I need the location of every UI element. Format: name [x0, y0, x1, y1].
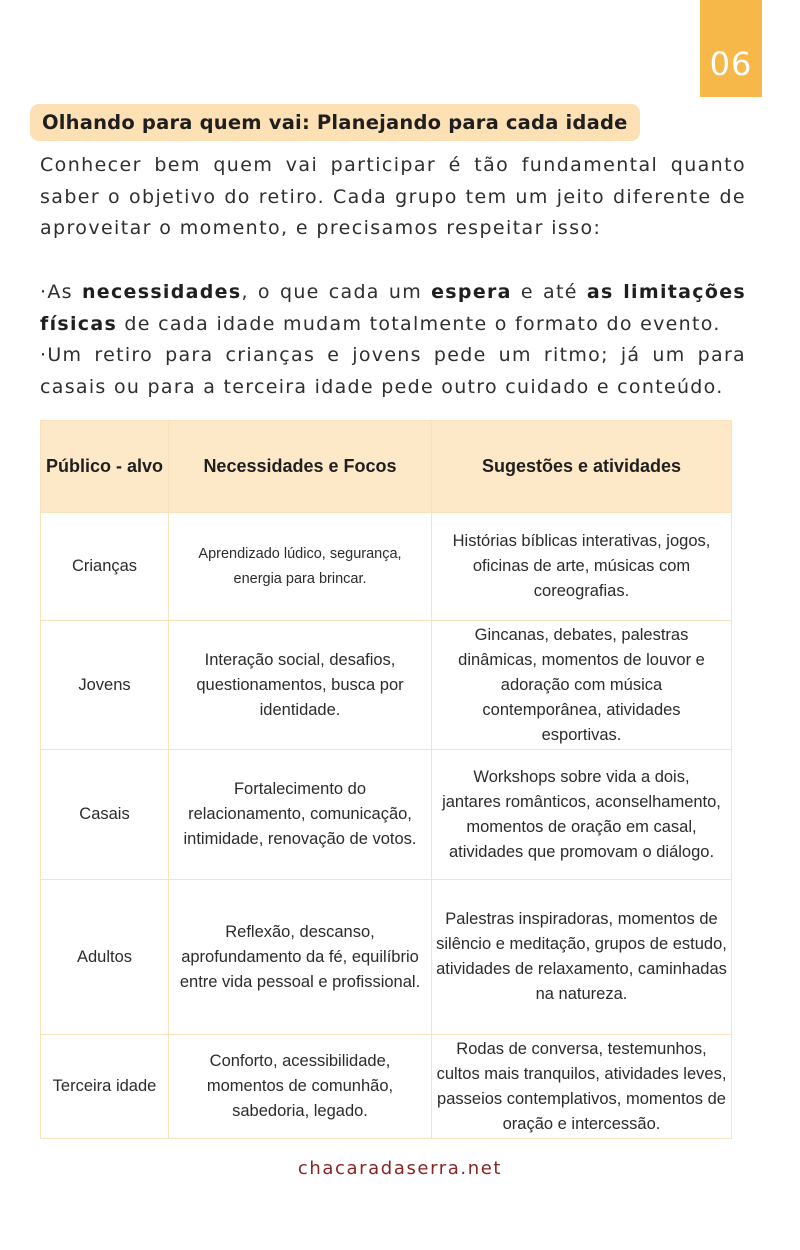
cell-suggestions: Palestras inspiradoras, momentos de silêncio e meditação, grupos de estudo, atividades de relaxamento, caminhadas na natureza.: [432, 880, 732, 1035]
cell-audience: Adultos: [41, 880, 169, 1035]
bullet-text: e até: [511, 281, 587, 303]
bold-limitations: as limitações físicas: [40, 281, 746, 335]
bullet-needs: [40, 277, 746, 340]
cell-needs: Interação social, desafios, questionamentos, busca por identidade.: [169, 621, 432, 750]
cell-suggestions: Gincanas, debates, palestras dinâmicas, momentos de louvor e adoração com música contemporânea, atividades esportivas.: [432, 621, 732, 750]
cell-needs: Aprendizado lúdico, segurança, energia para brincar.: [169, 513, 432, 621]
header-needs: Necessidades e Focos: [169, 421, 432, 513]
bold-needs: necessidades: [81, 281, 242, 303]
cell-suggestions: Histórias bíblicas interativas, jogos, oficinas de arte, músicas com coreografias.: [432, 513, 732, 621]
cell-needs: Fortalecimento do relacionamento, comunicação, intimidade, renovação de votos.: [169, 750, 432, 880]
table-row: [41, 750, 732, 880]
header-suggestions: Sugestões e atividades: [432, 421, 732, 513]
cell-suggestions: Rodas de conversa, testemunhos, cultos mais tranquilos, atividades leves, passeios contemplativos, momentos de oração e intercessão.: [432, 1035, 732, 1139]
cell-suggestions: Workshops sobre vida a dois, jantares românticos, aconselhamento, momentos de oração em casal, atividades que promovam o diálogo.: [432, 750, 732, 880]
cell-audience: Casais: [41, 750, 169, 880]
audience-table: [40, 420, 732, 1139]
table-row: [41, 1035, 732, 1139]
section-title: Olhando para quem vai: Planejando para cada idade: [30, 104, 640, 141]
table-row: [41, 621, 732, 750]
page-number-badge: 06: [700, 0, 762, 97]
cell-audience: Terceira idade: [41, 1035, 169, 1139]
bullet-text: ·As: [40, 281, 82, 303]
footer-website: chacaradaserra.net: [297, 1158, 503, 1179]
cell-audience: Crianças: [41, 513, 169, 621]
table-row: [41, 513, 732, 621]
bullet-text: , o que cada um: [241, 281, 432, 303]
cell-needs: Reflexão, descanso, aprofundamento da fé, equilíbrio entre vida pessoal e profissional.: [169, 880, 432, 1035]
cell-audience: Jovens: [41, 621, 169, 750]
bullet-text: de cada idade mudam totalmente o formato do evento.: [117, 312, 721, 335]
intro-paragraph: Conhecer bem quem vai participar é tão fundamental quanto saber o objetivo do retiro. Cada grupo tem um jeito diferente de aproveitar o momento, e precisamos respeitar isso:: [40, 154, 746, 239]
table-row: [41, 880, 732, 1035]
bullet-list: [40, 277, 746, 403]
header-audience: Público - alvo: [41, 421, 169, 513]
bullet-rhythm: ·Um retiro para crianças e jovens pede um ritmo; já um para casais ou para a terceira idade pede outro cuidado e conteúdo.: [40, 344, 746, 398]
table-header-row: [41, 421, 732, 513]
bold-expectation: espera: [431, 281, 512, 303]
cell-needs: Conforto, acessibilidade, momentos de comunhão, sabedoria, legado.: [169, 1035, 432, 1139]
